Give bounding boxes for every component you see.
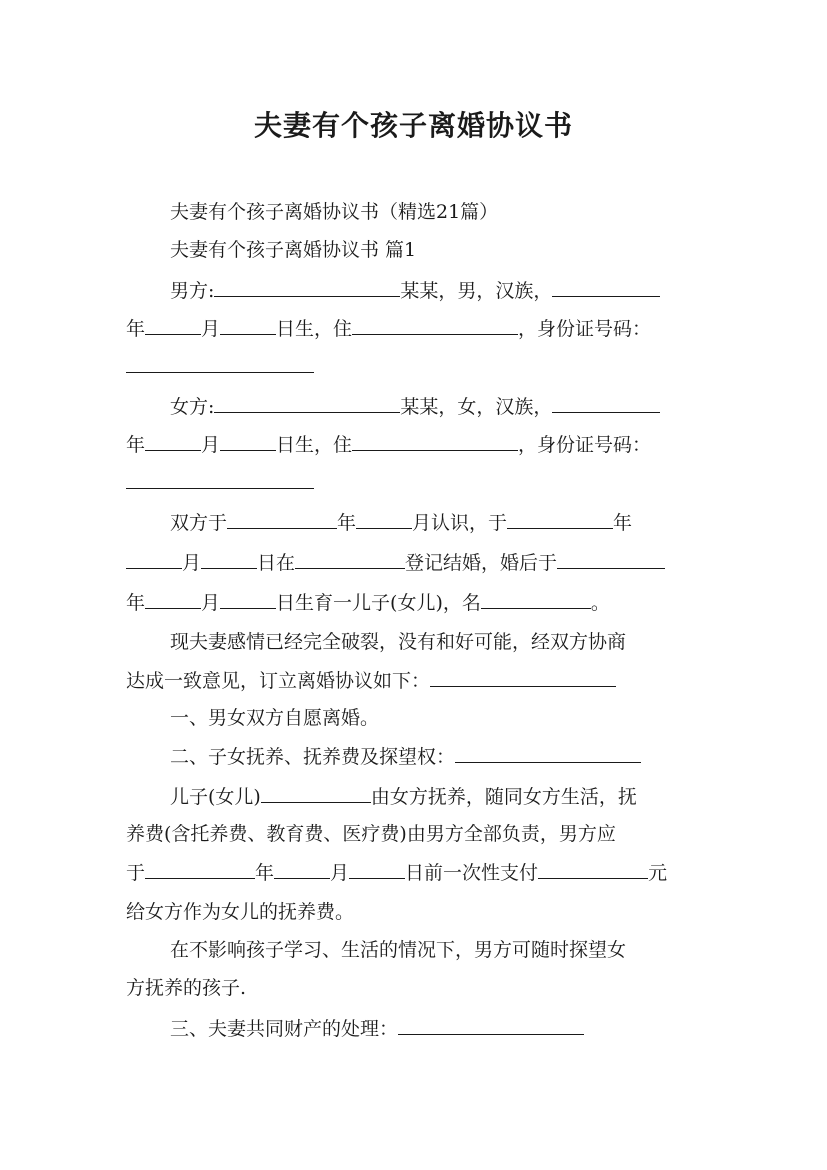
both-d: 年 (613, 512, 633, 534)
year-label: 年 (126, 318, 146, 340)
child-name-blank[interactable] (481, 590, 591, 609)
month-blank[interactable] (220, 316, 276, 335)
woman-blank[interactable] (552, 394, 660, 413)
both-b: 年 (337, 512, 357, 534)
month-label: 月 (201, 318, 221, 340)
man-id-blank[interactable] (126, 354, 314, 373)
custody-line-1 (126, 784, 702, 808)
blank[interactable] (261, 784, 371, 803)
blank[interactable] (557, 550, 665, 569)
both-line-3 (126, 590, 702, 614)
day-born-label: 日生，住 (276, 318, 353, 340)
subtitle-line (126, 200, 702, 224)
woman-info: 某某，女，汉族， (400, 396, 553, 418)
woman-label: 女方: (170, 396, 215, 418)
year-blank[interactable] (145, 316, 201, 335)
c3-c: 月 (330, 862, 350, 884)
custody-line-2 (126, 822, 702, 846)
blank[interactable] (201, 550, 257, 569)
address-blank[interactable] (352, 432, 518, 451)
blank[interactable] (455, 744, 641, 763)
clause-text: 一、男女双方自愿离婚。 (170, 707, 380, 729)
man-line-1 (126, 278, 702, 302)
document-title: 夫妻有个孩子离婚协议书 (253, 109, 573, 142)
blank[interactable] (220, 590, 276, 609)
man-name-blank[interactable] (214, 278, 400, 297)
both-a: 双方于 (170, 512, 228, 534)
both-line-1 (126, 510, 702, 534)
r3-c: 日生育一儿子(女儿)，名 (276, 592, 481, 614)
section-heading-text: 夫妻有个孩子离婚协议书 篇1 (170, 239, 417, 261)
address-blank[interactable] (352, 316, 518, 335)
woman-name-blank[interactable] (214, 394, 400, 413)
c3-b: 年 (255, 862, 275, 884)
blank[interactable] (145, 590, 201, 609)
r2-c: 登记结婚，婚后于 (405, 552, 558, 574)
both-c: 月认识，于 (412, 512, 508, 534)
visit-text: 在不影响孩子学习、生活的情况下，男方可随时探望女 (170, 939, 627, 961)
blank[interactable] (430, 668, 616, 687)
month-label: 月 (201, 434, 221, 456)
clause-1 (126, 706, 702, 730)
both-line-2 (126, 550, 702, 574)
para-line-2 (126, 668, 702, 692)
man-line-2 (126, 316, 702, 340)
day-born-label: 日生，住 (276, 434, 353, 456)
r2-b: 日在 (257, 552, 296, 574)
man-info: 某某，男，汉族， (400, 280, 553, 302)
blank[interactable] (126, 550, 182, 569)
c3-d: 日前一次性支付 (405, 862, 539, 884)
c3-a: 于 (126, 862, 146, 884)
r2-a: 月 (182, 552, 202, 574)
custody-text: 给女方作为女儿的抚养费。 (126, 901, 355, 923)
id-label: ，身份证号码： (518, 318, 652, 340)
r3-d: 。 (590, 592, 610, 614)
year-label: 年 (126, 434, 146, 456)
custody-line-4 (126, 900, 702, 924)
visit-line-1 (126, 938, 702, 962)
para-text: 达成一致意见，订立离婚协议如下： (126, 670, 431, 692)
woman-line-2 (126, 432, 702, 456)
blank[interactable] (507, 510, 613, 529)
custody-line-3 (126, 860, 702, 884)
section-heading (126, 238, 702, 262)
woman-id-blank[interactable] (126, 470, 314, 489)
custody-a: 儿子(女儿) (170, 786, 261, 808)
blank[interactable] (349, 860, 405, 879)
clause-2 (126, 744, 702, 768)
man-line-3 (126, 354, 702, 378)
subtitle-text: 夫妻有个孩子离婚协议书（精选21篇） (170, 201, 499, 223)
c3-e: 元 (648, 862, 668, 884)
custody-b: 由女方抚养，随同女方生活，抚 (370, 786, 637, 808)
blank[interactable] (356, 510, 412, 529)
man-blank[interactable] (552, 278, 660, 297)
month-blank[interactable] (220, 432, 276, 451)
year-blank[interactable] (145, 432, 201, 451)
man-label: 男方: (170, 280, 215, 302)
para-text: 现夫妻感情已经完全破裂，没有和好可能，经双方协商 (170, 631, 627, 653)
blank[interactable] (398, 1016, 584, 1035)
blank[interactable] (227, 510, 337, 529)
r3-a: 年 (126, 592, 146, 614)
blank[interactable] (274, 860, 330, 879)
woman-line-3 (126, 470, 702, 494)
woman-line-1 (126, 394, 702, 418)
r3-b: 月 (201, 592, 221, 614)
para-line-1 (126, 630, 702, 654)
amount-blank[interactable] (538, 860, 648, 879)
clause-3 (126, 1016, 702, 1040)
custody-text: 养费(含托养费、教育费、医疗费)由男方全部负责，男方应 (126, 823, 616, 845)
visit-text: 方抚养的孩子. (126, 977, 247, 999)
clause-text: 二、子女抚养、抚养费及探望权： (170, 746, 456, 768)
visit-line-2 (126, 976, 702, 1000)
clause-text: 三、夫妻共同财产的处理： (170, 1018, 399, 1040)
blank[interactable] (295, 550, 405, 569)
id-label: ，身份证号码： (518, 434, 652, 456)
blank[interactable] (145, 860, 255, 879)
